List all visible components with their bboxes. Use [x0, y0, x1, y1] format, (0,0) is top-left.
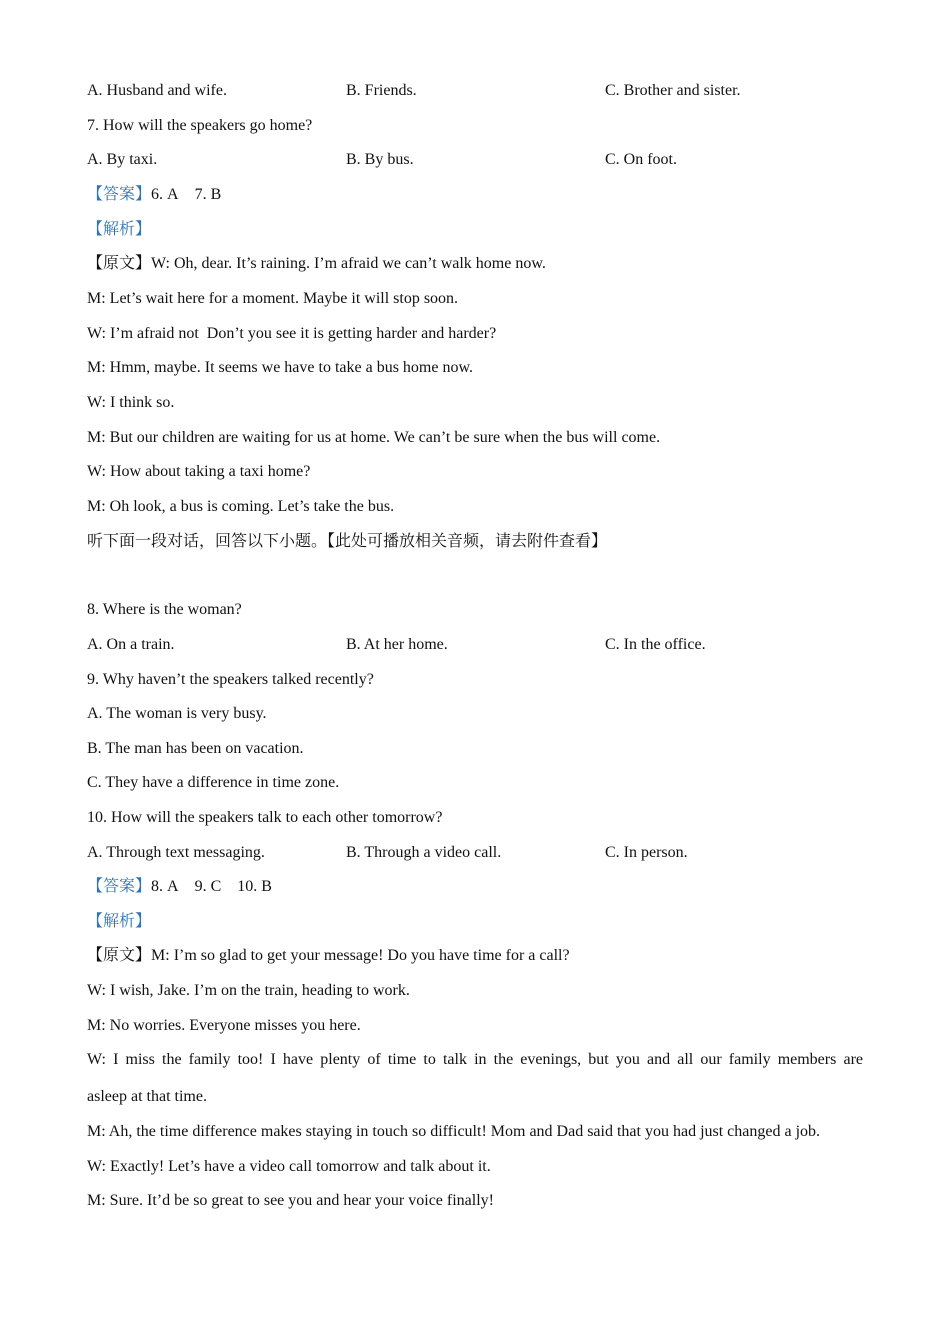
q7-option-c: C. On foot.	[605, 151, 677, 168]
q6-option-b: B. Friends.	[346, 82, 417, 99]
transcript-text: M: I’m so glad to get your message! Do you have time for a call?	[151, 947, 570, 964]
answer-tag: 【答案】	[87, 186, 152, 203]
transcript-tag: 【原文】	[87, 947, 152, 964]
transcript-line: M: But our children are waiting for us at home. We can’t be sure when the bus will come.	[87, 429, 661, 446]
answer-text: 8. A 9. C 10. B	[151, 878, 272, 895]
transcript-line: W: I think so.	[87, 394, 175, 411]
transcript-tag: 【原文】	[87, 255, 152, 272]
q6-option-a: A. Husband and wife.	[87, 82, 227, 99]
q9-option-b: B. The man has been on vacation.	[87, 740, 304, 757]
transcript-line: M: Let’s wait here for a moment. Maybe it will stop soon.	[87, 290, 459, 307]
transcript-line	[87, 254, 546, 274]
analysis-tag: 【解析】	[87, 913, 152, 930]
q9-question: 9. Why haven’t the speakers talked recently?	[87, 671, 374, 688]
q10-question: 10. How will the speakers talk to each other tomorrow?	[87, 809, 443, 826]
transcript-line: asleep at that time.	[87, 1088, 207, 1105]
answer-line-1	[87, 185, 221, 205]
listening-instruction: 听下面一段对话，回答以下小题。【此处可播放相关音频，请去附件查看】	[87, 533, 608, 550]
q7-option-a: A. By taxi.	[87, 151, 158, 168]
q10-option-a: A. Through text messaging.	[87, 844, 265, 861]
q8-option-b: B. At her home.	[346, 636, 448, 653]
answer-text: 6. A 7. B	[151, 186, 222, 203]
transcript-line	[87, 946, 570, 966]
q10-option-c: C. In person.	[605, 844, 688, 861]
answer-line-2	[87, 877, 272, 897]
transcript-line: M: No worries. Everyone misses you here.	[87, 1017, 361, 1034]
q7-option-b: B. By bus.	[346, 151, 414, 168]
q8-option-c: C. In the office.	[605, 636, 706, 653]
transcript-line: W: Exactly! Let’s have a video call tomorrow and talk about it.	[87, 1158, 491, 1175]
transcript-line: W: I wish, Jake. I’m on the train, heading to work.	[87, 982, 410, 999]
q8-question: 8. Where is the woman?	[87, 601, 242, 618]
transcript-text: W: Oh, dear. It’s raining. I’m afraid we can’t walk home now.	[151, 255, 546, 272]
transcript-line: W: I miss the family too! I have plenty of time to talk in the evenings, but you and all our family members are	[87, 1051, 863, 1068]
answer-tag: 【答案】	[87, 878, 152, 895]
transcript-line: M: Sure. It’d be so great to see you and hear your voice finally!	[87, 1192, 494, 1209]
transcript-line: M: Hmm, maybe. It seems we have to take a bus home now.	[87, 359, 473, 376]
q9-option-a: A. The woman is very busy.	[87, 705, 267, 722]
q10-option-b: B. Through a video call.	[346, 844, 502, 861]
analysis-tag: 【解析】	[87, 221, 152, 238]
transcript-line: W: How about taking a taxi home?	[87, 463, 311, 480]
q8-option-a: A. On a train.	[87, 636, 175, 653]
q6-option-c: C. Brother and sister.	[605, 82, 741, 99]
q9-option-c: C. They have a difference in time zone.	[87, 774, 340, 791]
q7-question: 7. How will the speakers go home?	[87, 117, 313, 134]
transcript-line: M: Oh look, a bus is coming. Let’s take the bus.	[87, 498, 395, 515]
transcript-line: M: Ah, the time difference makes staying in touch so difficult! Mom and Dad said that you had just changed a job.	[87, 1123, 821, 1140]
transcript-line: W: I’m afraid not Don’t you see it is getting harder and harder?	[87, 325, 497, 342]
